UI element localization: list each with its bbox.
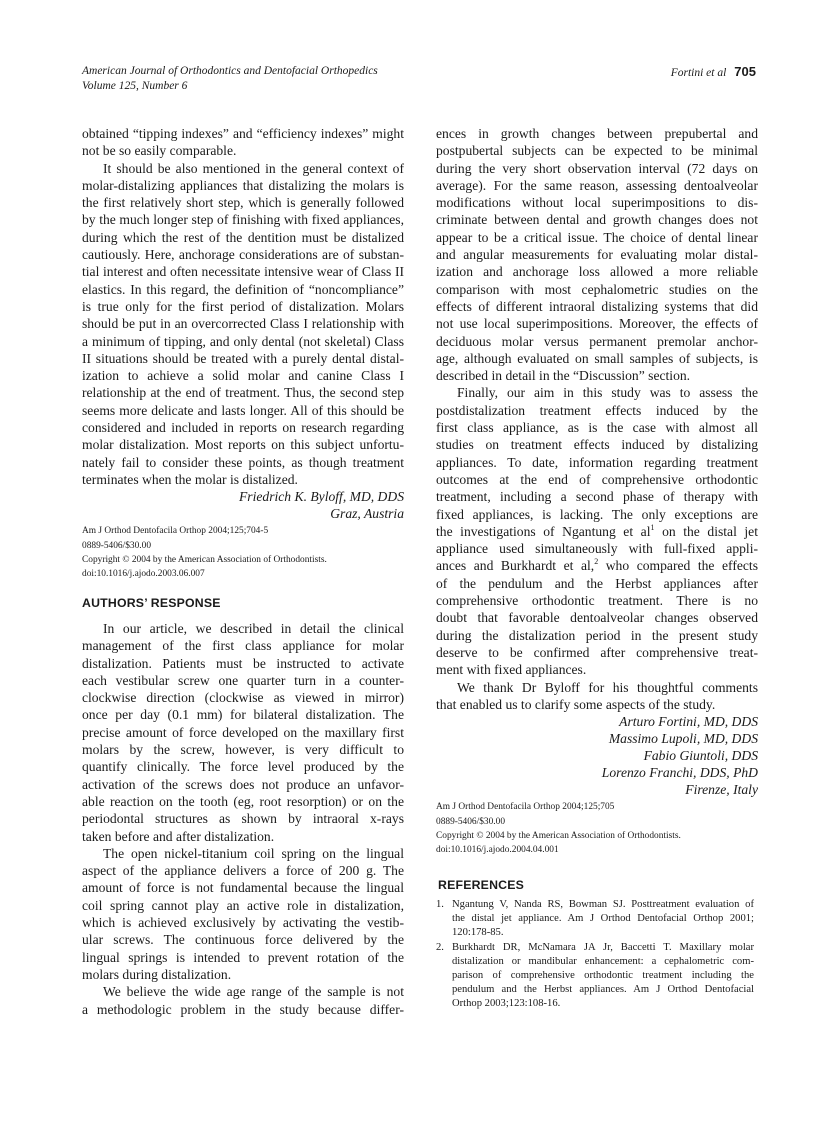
text-line: amount of force is not fundamental because the lingual [82, 880, 404, 896]
text-line: that enabled us to clarify some aspects of the study. [436, 696, 716, 712]
letter-citation [82, 524, 404, 582]
text-line: during the very short observation interval (72 days on [436, 160, 758, 176]
letter-body [82, 125, 404, 488]
letter-author: Friedrich K. Byloff, MD, DDS [239, 489, 404, 505]
text-line: molar distalization. Most reports on this subject unfortu- [82, 437, 404, 453]
text-line: outcomes at the end of comprehensive orthodontic [436, 471, 758, 487]
page-number: 705 [734, 64, 756, 79]
reference-item-1 [436, 898, 754, 941]
response-signatures [436, 713, 758, 798]
citation-superscript-2[interactable]: 2 [594, 557, 599, 567]
text-line: appliances. To date, information regarding treatment [436, 454, 758, 470]
text-line: able reaction on the tooth (eg, root resorption) or on the [82, 793, 404, 809]
text-line: ization to achieve a solid molar and canine Class I [82, 368, 404, 384]
journal-title: American Journal of Orthodontics and Dentofacial Orthopedics [82, 65, 378, 77]
text-line: molars during distalization. [82, 966, 232, 982]
left-column [82, 125, 404, 582]
issn-price: 0889-5406/$30.00 [82, 540, 152, 551]
text-line: first class appliance, as is the case with almost all [436, 420, 758, 436]
references-heading: REFERENCES [438, 878, 525, 892]
text-line: during which the rest of the dentition must be distalized [82, 229, 404, 245]
text-line: each vestibular screw one quarter turn in a counter- [82, 672, 404, 688]
text-line: periodontal structures as shown by intraoral x-rays [82, 811, 404, 827]
text-line: considered and included in reports on research regarding [82, 420, 404, 436]
text-line: deciduous molar versus permanent premolar anchor- [436, 333, 758, 349]
text-line: lingual springs is intended to prevent rotation of the [82, 949, 404, 965]
running-head-authors: Fortini et al [670, 67, 727, 79]
text-line: quantify clinically. The force level produced by the [82, 759, 404, 775]
reference-line: Orthop 2003;123:108-16. [452, 998, 561, 1010]
text-line: postdistalization treatment effects induced by the [436, 402, 758, 418]
reference-line: distalization or mandibular enhancement: a cephalometric com- [452, 955, 754, 967]
text-line: ment with fixed appliances. [436, 662, 587, 678]
text-line: treatment, including a second phase of therapy with [436, 489, 758, 505]
text-line: fixed appliances, is lacking. The only exceptions are [436, 506, 758, 522]
text-line: taken before and after distalization. [82, 828, 275, 844]
authors-response-right [436, 125, 758, 858]
text-line: the first relatively short step, which is generally followed [82, 195, 404, 211]
text-line: activation of the screws does not produce an unfavor- [82, 776, 404, 792]
text-line: not be so easily comparable. [82, 143, 237, 159]
text-line: precise amount of force developed on the maxillary first [82, 724, 404, 740]
letter-signature [82, 488, 404, 522]
text-line: distalization. Patients must be instructed to activate [82, 655, 404, 671]
text-line: It should be also mentioned in the general context of [103, 160, 404, 176]
doi: doi:10.1016/j.ajodo.2004.04.001 [436, 845, 559, 856]
signature-author: Fabio Giuntoli, DDS [643, 748, 758, 764]
signature-author: Lorenzo Franchi, DDS, PhD [601, 765, 758, 781]
text-line: a minimum of tipping, and only dental (not skeletal) Class [82, 333, 404, 349]
authors-response-left [82, 620, 404, 1018]
text-line: criminate between dental and growth changes does not [436, 212, 758, 228]
text-line: doubt that favorable dentoalveolar changes observed [436, 610, 758, 626]
text-line: The open nickel-titanium coil spring on the lingual [103, 845, 404, 861]
text-line: terminates when the molar is distalized. [82, 471, 298, 487]
text-line: cautiously. Here, anchorage considerations are of substan- [82, 247, 404, 263]
text-line: We believe the wide age range of the sample is not [103, 984, 404, 1000]
reference-number: 2. [436, 941, 444, 953]
citation: Am J Orthod Dentofacila Orthop 2004;125;705 [436, 802, 615, 813]
text-line: should be put in an overcorrected Class I relationship with [82, 316, 404, 332]
text-line: seems more delicate and lasts longer. All of this should be [82, 402, 404, 418]
text-line: tial interest and often necessitate intensive wear of Class II [82, 264, 404, 280]
text-line: elastics. In this regard, the definition of “noncompliance” [82, 281, 404, 297]
text-line: comparison with most cephalometric studies on the [436, 281, 758, 297]
references-list [436, 898, 754, 1012]
text-line: average). For the same reason, assessing dentoalveolar [436, 177, 758, 193]
text-line: is true only for the first period of distalization. Molars [82, 298, 404, 314]
text-line: Finally, our aim in this study was to assess the [457, 385, 758, 401]
text-line: described in detail in the “Discussion” section. [436, 368, 691, 384]
text-line: obtained “tipping indexes” and “efficiency indexes” might [82, 126, 404, 141]
text-line: ization and anchorage loss allowed a more reliable [436, 264, 758, 280]
text-line-citation-1: the investigations of Ngantung et $al^1$ on the distal jet [436, 522, 758, 539]
text-line: of the pendulum and the Herbst appliances after [436, 575, 758, 591]
text-line: studies on treatment effects induced by distalizing [436, 437, 758, 453]
text-line: which is achieved exclusively by activating the vestib- [82, 915, 404, 931]
text-line: In our article, we described in detail the clinical [103, 621, 404, 636]
journal-volume: Volume 125, Number 6 [82, 80, 188, 92]
text-line: appear to be a critical issue. The choice of dental linear [436, 229, 758, 245]
text-line: We thank Dr Byloff for his thoughtful comments [457, 679, 758, 695]
text-line: management of the first class appliance for molar [82, 638, 404, 654]
text-line: nately fail to consider these points, as though treatment [82, 454, 404, 470]
citation-superscript-1[interactable]: 1 [650, 522, 655, 532]
copyright: Copyright © 2004 by the American Association of Orthodontists. [436, 830, 681, 841]
text-line: relationship at the end of treatment. Thus, the second step [82, 385, 404, 401]
reference-number: 1. [436, 899, 444, 910]
text-line: aspect of the appliance delivers a force of 200 g. The [82, 863, 404, 879]
response-citation [436, 800, 758, 858]
reference-line: 120:178-85. [452, 927, 504, 939]
signature-author: Massimo Lupoli, MD, DDS [608, 731, 758, 747]
text-line-citation-2: ances and Burkhardt et al,$^2$ who compared the effects [436, 557, 758, 574]
text-line: modifications without local superimpositions to dis- [436, 195, 758, 211]
text-line: comprehensive orthodontic treatment. There is no [436, 593, 758, 609]
text-line: clockwise direction (clockwise as viewed in mirror) [82, 690, 404, 706]
text-line: age, although evaluated on small samples of subjects, is [436, 350, 758, 366]
text-line: a methodologic problem in the study because differ- [82, 1001, 404, 1017]
text-line: ences in growth changes between prepubertal and [436, 126, 758, 141]
copyright: Copyright © 2004 by the American Association of Orthodontists. [82, 555, 327, 566]
text-line: postpubertal subjects can be expected to be minimal [436, 143, 758, 159]
text-line: deserve to be confirmed after comprehensive treat- [436, 644, 758, 660]
letter-location: Graz, Austria [330, 506, 404, 522]
reference-line: the distal jet appliance. Am J Orthod Dentofacial Orthop 2001; [452, 913, 754, 925]
text-line: ular screws. The continuous force delivered by the [82, 932, 404, 948]
running-header-left [82, 64, 378, 94]
text-line: molar-distalizing appliances that distalizing the molars is [82, 177, 404, 193]
doi: doi:10.1016/j.ajodo.2003.06.007 [82, 569, 205, 580]
text-line: coil spring cannot play an active role in distalization, [82, 897, 404, 913]
authors-response-heading: AUTHORS’ RESPONSE [82, 596, 221, 610]
text-line: once per day (0.1 mm) for bilateral distalization. The [82, 707, 404, 723]
text-line: during the distalization period in the present study [436, 627, 758, 643]
signature-author: Arturo Fortini, MD, DDS [619, 714, 758, 730]
reference-line: pendulum and the Herbst appliances. Am J Orthod Dentofacial [452, 984, 754, 996]
text-line: by the much longer step of finishing with fixed appliances, [82, 212, 404, 228]
reference-item-2 [436, 941, 754, 1012]
reference-line: Ngantung V, Nanda RS, Bowman SJ. Posttreatment evaluation of [452, 899, 754, 910]
text-line: and angular measurements for evaluating molar distal- [436, 247, 758, 263]
text-line: II situations should be treated with a purely dental distal- [82, 350, 404, 366]
text-line: effects of different intraoral distalizing systems that did [436, 298, 758, 314]
text-line: appliance used simultaneously with full-fixed appli- [436, 541, 758, 557]
reference-line: Burkhardt DR, McNamara JA Jr, Baccetti T. Maxillary molar [452, 941, 754, 953]
citation: Am J Orthod Dentofacila Orthop 2004;125;704-5 [82, 526, 269, 537]
issn-price: 0889-5406/$30.00 [436, 816, 506, 827]
running-header-right [671, 64, 756, 81]
text-line: not use local superimpositions. Moreover, the effects of [436, 316, 758, 332]
reference-line: parison of comprehensive orthodontic treatment including the [452, 970, 754, 982]
text-line: molars by the screw, however, is very difficult to [82, 742, 404, 758]
signature-location: Firenze, Italy [685, 782, 758, 798]
